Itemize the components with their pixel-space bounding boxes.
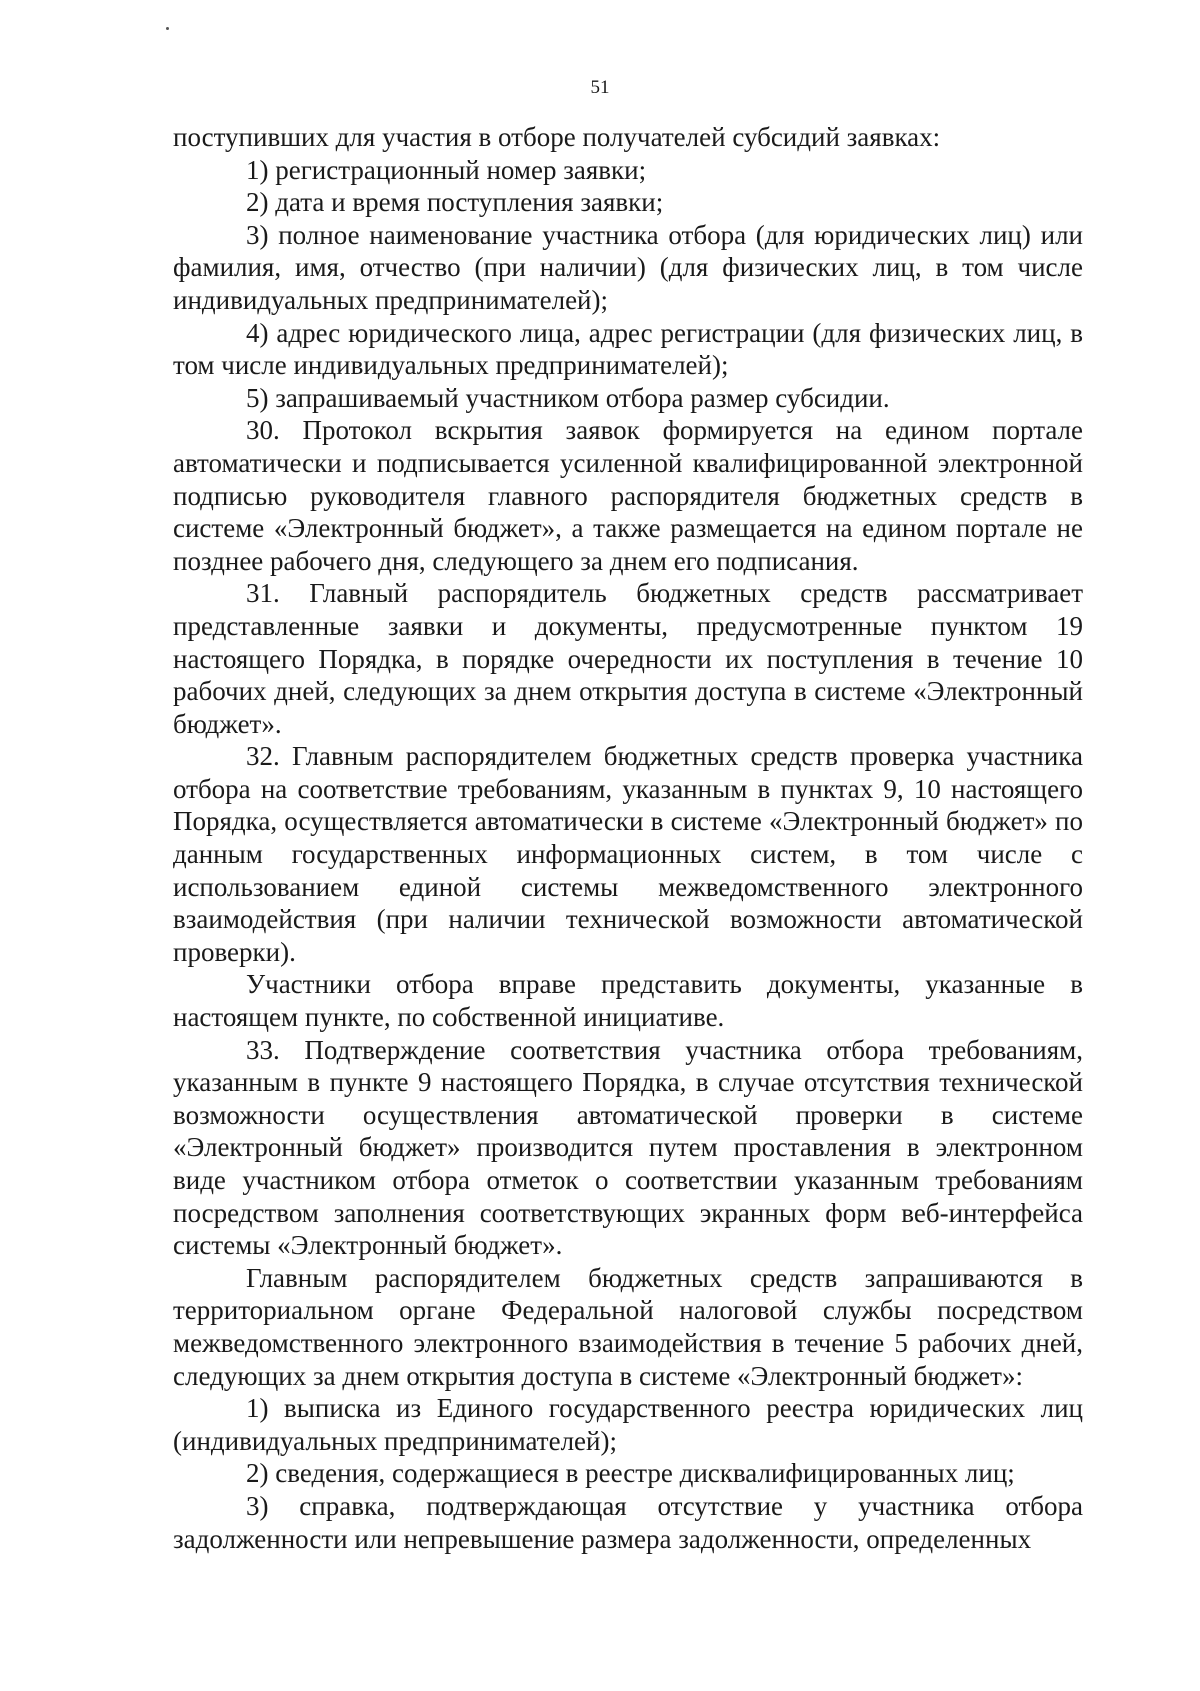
request-item-3: 3) справка, подтверждающая отсутствие у участника отбора задолженности или непревышение размера задолженности, определенных bbox=[173, 1490, 1083, 1554]
list-item-1: 1) регистрационный номер заявки; bbox=[246, 154, 647, 185]
clause-31: 31. Главный распорядитель бюджетных средств рассматривает представленные заявки и документы, предусмотренные пунктом 19 настоящего Порядка, в порядке очередности их поступления в течение 10 рабочих дней, следующих за днем открытия доступа в системе «Электронный бюджет». bbox=[173, 578, 1083, 739]
clause-33: 33. Подтверждение соответствия участника отбора требованиям, указанным в пункте 9 настоящего Порядка, в случае отсутствия технической возможности осуществления автоматической проверки в системе «Электронный бюджет» производится путем проставления в электронном виде участником отбора отметок о соответствии указанным требованиям посредством заполнения соответствующих экранных форм веб-интерфейса системы «Электронный бюджет». bbox=[173, 1034, 1083, 1261]
clause-30: 30. Протокол вскрытия заявок формируется на едином портале автоматически и подписывается усиленной квалифицированной электронной подписью руководителя главного распорядителя бюджетных средств в системе «Электронный бюджет», а также размещается на едином портале не позднее рабочего дня, следующего за днем его подписания. bbox=[173, 415, 1083, 576]
clause-33-request: Главным распорядителем бюджетных средств запрашиваются в территориальном органе Федеральной налоговой службы посредством межведомственного электронного взаимодействия в течение 5 рабочих дней, следующих за днем открытия доступа в системе «Электронный бюджет»: bbox=[173, 1262, 1083, 1391]
page-number: 51 bbox=[590, 77, 610, 98]
request-item-1: 1) выписка из Единого государственного реестра юридических лиц (индивидуальных предпринимателей); bbox=[173, 1393, 1083, 1456]
list-item-3: 3) полное наименование участника отбора (для юридических лиц) или фамилия, имя, отчество (при наличии) (для физических лиц, в том числе индивидуальных предпринимателей); bbox=[173, 219, 1083, 315]
clause-32-note: Участники отбора вправе представить документы, указанные в настоящем пункте, по собственной инициативе. bbox=[173, 969, 1083, 1033]
list-item-5: 5) запрашиваемый участником отбора размер субсидии. bbox=[246, 382, 890, 413]
scan-speck bbox=[166, 27, 169, 30]
list-item-4: 4) адрес юридического лица, адрес регистрации (для физических лиц, в том числе индивидуальных предпринимателей); bbox=[173, 317, 1083, 381]
body-text bbox=[173, 121, 1083, 1555]
list-item-2: 2) дата и время поступления заявки; bbox=[246, 187, 664, 218]
paragraph-continuation: поступивших для участия в отборе получателей субсидий заявках: bbox=[173, 122, 941, 152]
clause-32: 32. Главным распорядителем бюджетных средств проверка участника отбора на соответствие требованиям, указанным в пунктах 9, 10 настоящего Порядка, осуществляется автоматически в системе «Электронный бюджет» по данным государственных информационных систем, в том числе с использованием единой системы межведомственного электронного взаимодействия (при наличии технической возможности автоматической проверки). bbox=[173, 741, 1083, 967]
request-item-2: 2) сведения, содержащиеся в реестре дисквалифицированных лиц; bbox=[246, 1458, 1015, 1489]
